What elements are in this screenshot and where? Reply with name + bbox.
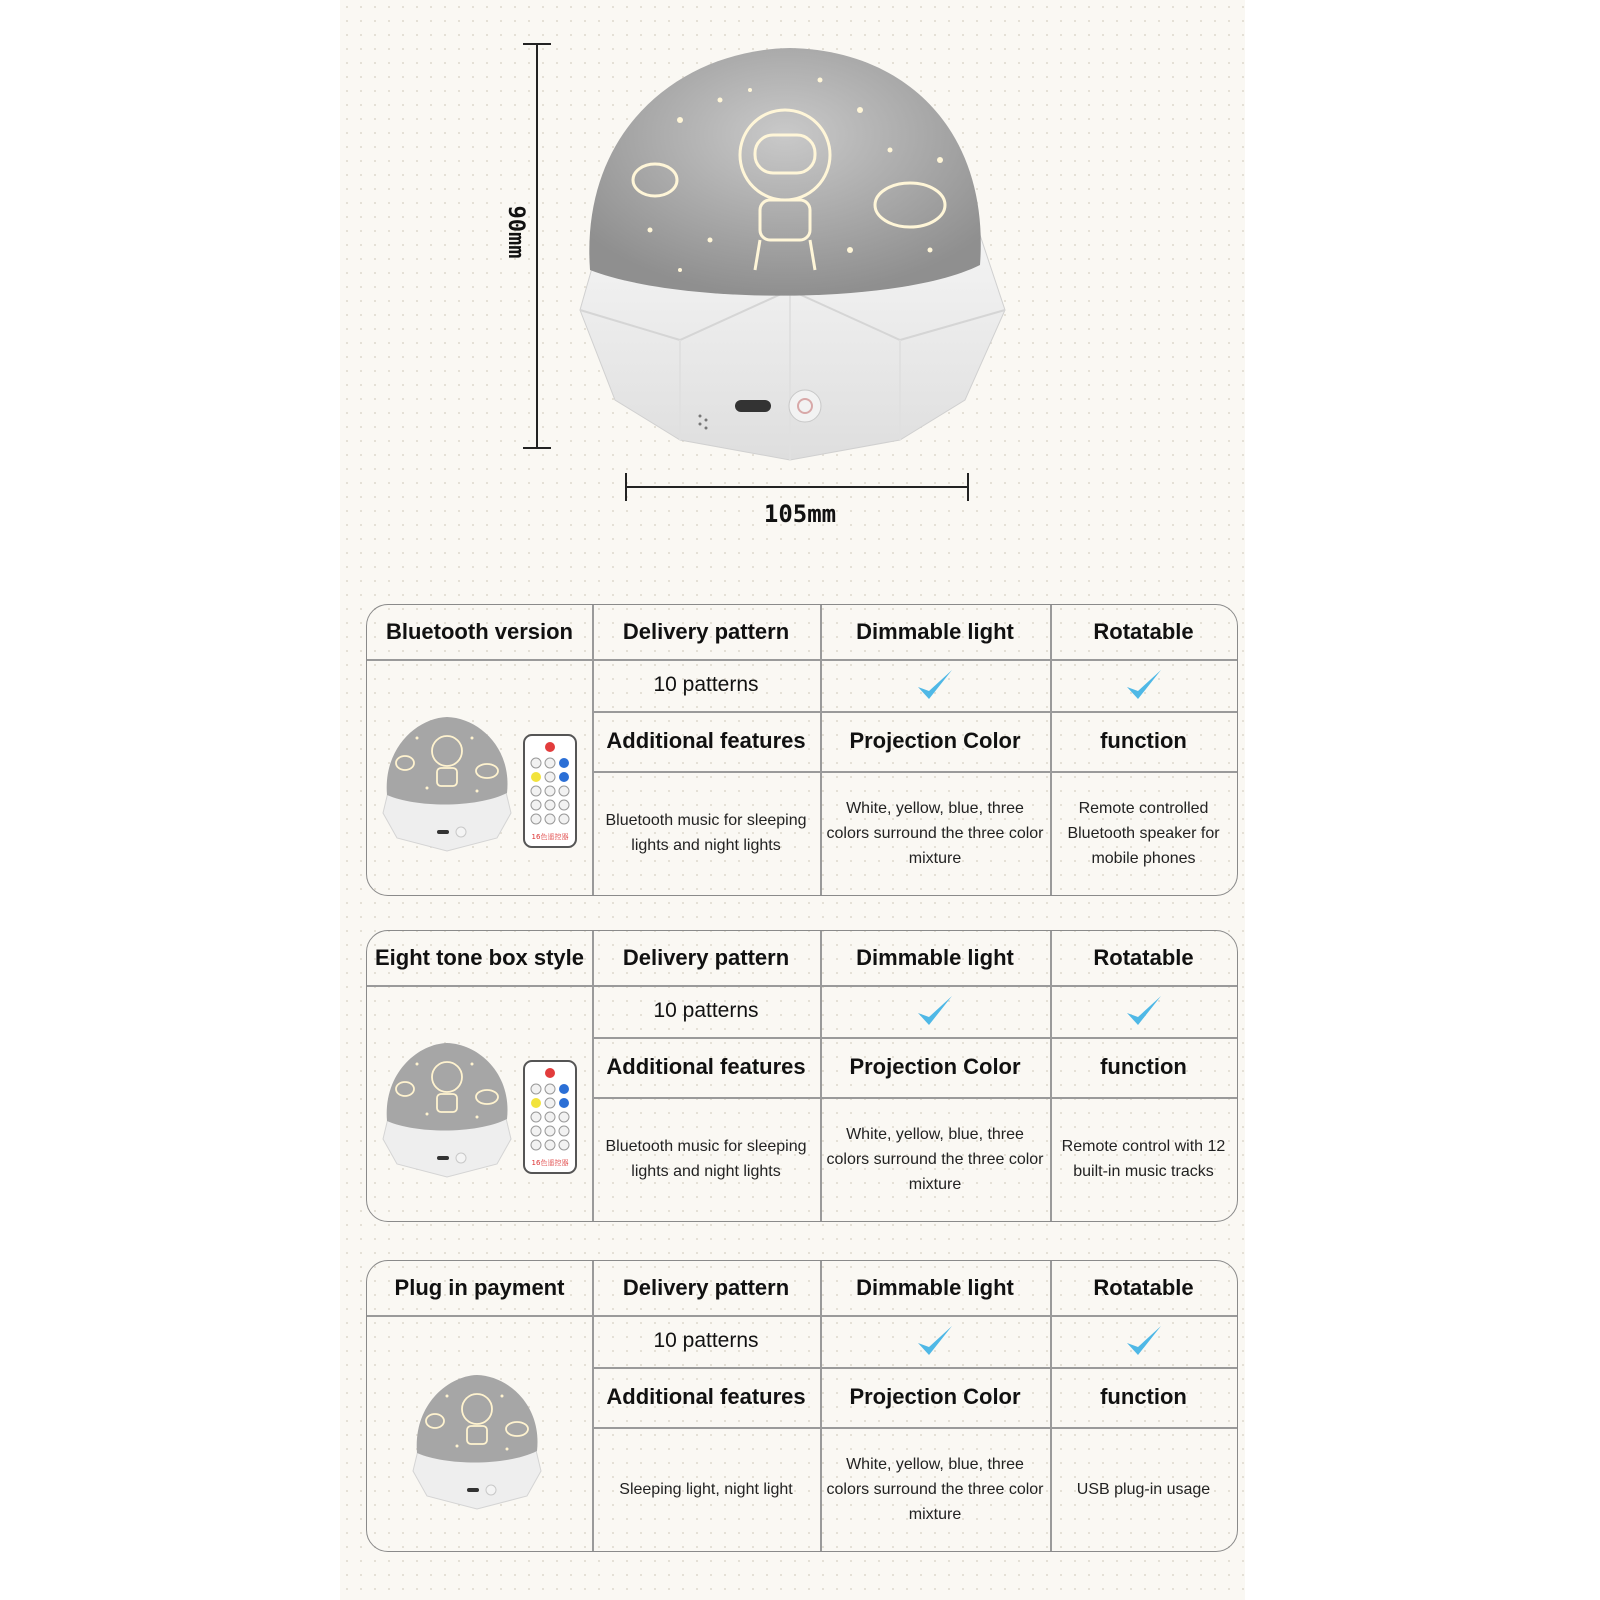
rotatable-header: Rotatable bbox=[1093, 1275, 1194, 1300]
version-title: Plug in payment bbox=[394, 1275, 565, 1300]
function-header: function bbox=[1100, 1384, 1187, 1409]
delivery-pattern-value: 10 patterns bbox=[653, 999, 759, 1022]
dimmable-check-icon bbox=[820, 1315, 1050, 1367]
star-projector-lamp-image bbox=[560, 40, 1030, 470]
additional-features-value: Bluetooth music for sleeping lights and night lights bbox=[605, 1138, 807, 1180]
dimmable-check-icon bbox=[820, 659, 1050, 711]
remote-control-image bbox=[522, 733, 578, 849]
spec-table-plug-in bbox=[366, 1260, 1238, 1552]
projection-color-value: White, yellow, blue, three colors surround the three color mixture bbox=[826, 799, 1044, 867]
rotatable-header: Rotatable bbox=[1093, 619, 1194, 644]
dimmable-check-icon bbox=[820, 985, 1050, 1037]
delivery-pattern-header: Delivery pattern bbox=[622, 945, 790, 970]
function-value: Remote control with 12 built-in music tracks bbox=[1061, 1138, 1226, 1180]
height-dimension-bottom-cap bbox=[523, 447, 551, 449]
width-dimension-right-cap bbox=[967, 473, 969, 501]
spec-table-bluetooth bbox=[366, 604, 1238, 896]
projection-color-value: White, yellow, blue, three colors surround the three color mixture bbox=[826, 1455, 1044, 1523]
rotatable-check-icon bbox=[1050, 659, 1237, 711]
remote-label: 16色遥控器 bbox=[531, 1159, 569, 1167]
delivery-pattern-header: Delivery pattern bbox=[622, 619, 790, 644]
version-title: Bluetooth version bbox=[385, 619, 573, 644]
delivery-pattern-header: Delivery pattern bbox=[622, 1275, 790, 1300]
projection-color-value: White, yellow, blue, three colors surround the three color mixture bbox=[826, 1125, 1044, 1193]
remote-control-image bbox=[522, 1059, 578, 1175]
function-header: function bbox=[1100, 728, 1187, 753]
dimmable-light-header: Dimmable light bbox=[856, 1275, 1014, 1300]
lamp-thumbnail-image bbox=[407, 1371, 547, 1511]
additional-features-header: Additional features bbox=[606, 728, 806, 753]
additional-features-value: Sleeping light, night light bbox=[619, 1480, 793, 1498]
additional-features-header: Additional features bbox=[606, 1054, 806, 1079]
lamp-thumbnail-image bbox=[377, 1039, 517, 1179]
rotatable-header: Rotatable bbox=[1093, 945, 1194, 970]
projection-color-header: Projection Color bbox=[849, 1054, 1021, 1079]
width-dimension-label: 105mm bbox=[763, 500, 837, 528]
version-title: Eight tone box style bbox=[374, 945, 585, 970]
function-header: function bbox=[1100, 1054, 1187, 1079]
height-dimension-label: 90mm bbox=[503, 205, 528, 259]
remote-label: 16色遥控器 bbox=[531, 833, 569, 841]
projection-color-header: Projection Color bbox=[849, 1384, 1021, 1409]
height-dimension-line bbox=[536, 44, 538, 448]
delivery-pattern-value: 10 patterns bbox=[653, 1329, 759, 1352]
spec-table-eight-tone bbox=[366, 930, 1238, 1222]
function-value: Remote controlled Bluetooth speaker for mobile phones bbox=[1067, 799, 1220, 867]
additional-features-value: Bluetooth music for sleeping lights and night lights bbox=[605, 812, 807, 854]
lamp-thumbnail-image bbox=[377, 713, 517, 853]
additional-features-header: Additional features bbox=[606, 1384, 806, 1409]
dimmable-light-header: Dimmable light bbox=[856, 619, 1014, 644]
projection-color-header: Projection Color bbox=[849, 728, 1021, 753]
function-value: USB plug-in usage bbox=[1076, 1480, 1211, 1498]
rotatable-check-icon bbox=[1050, 985, 1237, 1037]
delivery-pattern-value: 10 patterns bbox=[653, 673, 759, 696]
width-dimension-line bbox=[626, 486, 968, 488]
rotatable-check-icon bbox=[1050, 1315, 1237, 1367]
dimmable-light-header: Dimmable light bbox=[856, 945, 1014, 970]
